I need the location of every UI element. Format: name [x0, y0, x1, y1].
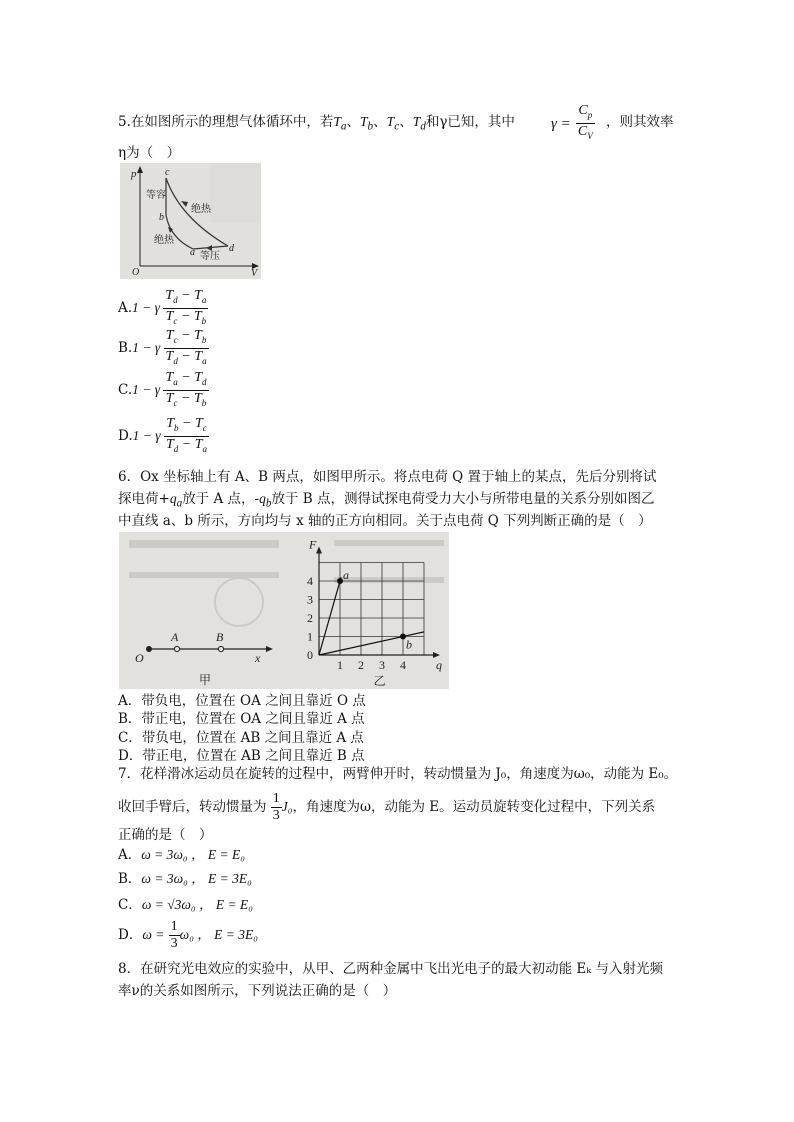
option-prefix: 1 − γ: [132, 427, 164, 443]
x-tick-label: 2: [358, 658, 364, 672]
q6-figure-svg: [119, 532, 449, 689]
q5-option-b[interactable]: [118, 328, 209, 369]
q5-option-c[interactable]: [118, 370, 209, 411]
q7-option-d[interactable]: D．ω = $\frac{1}{3}$ ω₀ ， E = 3E₀: [118, 919, 258, 951]
adiabatic-top-label: 绝热: [191, 204, 211, 215]
option-letter: A.: [118, 299, 133, 316]
y-tick-label: 2: [307, 611, 313, 625]
isobaric-label: 等压: [200, 251, 220, 262]
adiabatic-bottom-label: 绝热: [154, 235, 174, 246]
isochoric-label: 等容: [146, 190, 166, 201]
y-tick-label: 4: [307, 574, 313, 588]
q5-gamma-formula: γ = $\frac{C_p}{C_V}$: [551, 103, 595, 144]
q7-line-3: 正确的是（ ）: [118, 827, 213, 843]
point-b: [218, 646, 223, 651]
q7-option-a[interactable]: A．ω = 3ω₀ ， E = E₀: [118, 847, 245, 863]
q5-option-d[interactable]: [118, 416, 209, 457]
point-a: [174, 646, 179, 651]
b-label: b: [159, 212, 164, 223]
q8-line-2: 率ν的关系如图所示，下列说法正确的是（ ）: [118, 983, 397, 999]
svg-text:x: x: [255, 651, 261, 665]
svg-text:A: A: [171, 630, 179, 644]
data-label-b: b: [406, 637, 412, 652]
x-tick-label: 1: [337, 658, 343, 672]
q5-stem-line-2: η为（ ）: [118, 145, 181, 161]
origin-label: 0: [307, 648, 313, 662]
o-label: O: [132, 267, 140, 278]
q5-gamma-fraction: $\frac{C_p}{C_V}$: [577, 103, 593, 141]
y-tick-label: 3: [307, 592, 313, 607]
option-fraction: $\frac{T_c - T_b}{T_d - T_a}$: [165, 328, 207, 366]
q6-option-a[interactable]: A．带负电，位置在 OA 之间且靠近 O 点: [118, 693, 366, 709]
chart-caption: 乙: [373, 674, 386, 688]
option-prefix: 1 − γ: [132, 339, 164, 355]
svg-text:B: B: [216, 630, 224, 644]
q5-tc: $T_c$: [386, 114, 400, 133]
q6-line-2: 探电荷$+q_a$放于 A 点，$-q_b$放于 B 点，测得试探电荷受力大小与所带电量的关系分别如图乙: [118, 491, 655, 510]
origin-point: [146, 646, 152, 652]
y-tick-label: 1: [307, 629, 313, 644]
option-fraction: $\frac{T_d - T_a}{T_c - T_b}$: [165, 288, 207, 326]
d-label: d: [229, 243, 234, 254]
option-fraction: $\frac{T_a - T_d}{T_c - T_b}$: [165, 370, 207, 408]
option-prefix: 1 − γ: [132, 381, 164, 397]
q5-ta: $T_a$: [333, 114, 347, 133]
q6-figure: [119, 532, 449, 689]
q7-option-c[interactable]: C．ω = √3ω₀ ， E = E₀: [118, 897, 253, 913]
q5-stem-end: ，则其效率: [606, 114, 674, 130]
q5-stem-text: 5.在如图所示的理想气体循环中，若: [118, 114, 334, 130]
svg-text:O: O: [135, 651, 144, 665]
q6-option-b[interactable]: B．带正电，位置在 OA 之间且靠近 A 点: [118, 711, 365, 727]
option-letter: C.: [118, 381, 133, 398]
q8-line-1: 8．在研究光电效应的实验中，从甲、乙两种金属中飞出光电子的最大初动能 Eₖ 与入射光频: [118, 961, 663, 977]
q6-line-3: 中直线 a、b 所示，方向均与 x 轴的正方向相同。关于点电荷 Q 下列判断正确的是（ ）: [118, 513, 652, 529]
x-axis-label: q: [436, 658, 442, 672]
q6-option-c[interactable]: C．带负电，位置在 AB 之间且靠近 A 点: [118, 730, 364, 746]
option-letter: D.: [118, 427, 133, 444]
q6-option-d[interactable]: D．带正电，位置在 AB 之间且靠近 B 点: [118, 748, 365, 764]
q5-td: $T_d$: [412, 114, 426, 133]
a-label: a: [190, 247, 195, 258]
q7-line-1: 7．花样滑冰运动员在旋转的过程中，两臂伸开时，转动惯量为 J₀，角速度为ω₀，动能为 E₀。: [118, 766, 678, 782]
option-fraction: $\frac{T_b - T_c}{T_d - T_a}$: [165, 416, 207, 454]
q5-stem-line: 5.在如图所示的理想气体循环中，若$T_a$、$T_b$、$T_c$、$T_d$和γ已知，其中: [118, 114, 515, 133]
q7-option-b[interactable]: B．ω = 3ω₀ ， E = 3E₀: [118, 871, 252, 887]
q5-pv-svg: [120, 163, 261, 279]
q7-line-2: 收回手臂后，转动惯量为 $\frac{1}{3}$ J₀，角速度为ω，动能为 E。运动员旋转变化过程中，下列关系: [118, 791, 656, 823]
q5-and-gamma: 和γ已知，其中: [425, 114, 515, 130]
v-label: V: [251, 268, 258, 279]
x-tick-label: 4: [400, 658, 406, 672]
q7-one-third: $\frac{1}{3}$: [272, 791, 280, 823]
q6-line-1: 6．Ox 坐标轴上有 A、B 两点，如图甲所示。将点电荷 Q 置于轴上的某点，先后分别将试: [118, 469, 657, 485]
option-prefix: 1 − γ: [132, 299, 164, 315]
svg-text:甲: 甲: [199, 673, 212, 687]
x-tick-label: 3: [379, 658, 385, 672]
option-letter: B.: [118, 339, 133, 356]
p-label: p: [131, 168, 137, 180]
q5-pv-diagram: [120, 163, 261, 279]
q5-option-a[interactable]: [118, 288, 208, 329]
y-axis-label: F: [309, 537, 317, 552]
q5-tb: $T_b$: [360, 114, 374, 133]
data-label-a: a: [343, 568, 349, 582]
c-label: c: [165, 167, 170, 178]
